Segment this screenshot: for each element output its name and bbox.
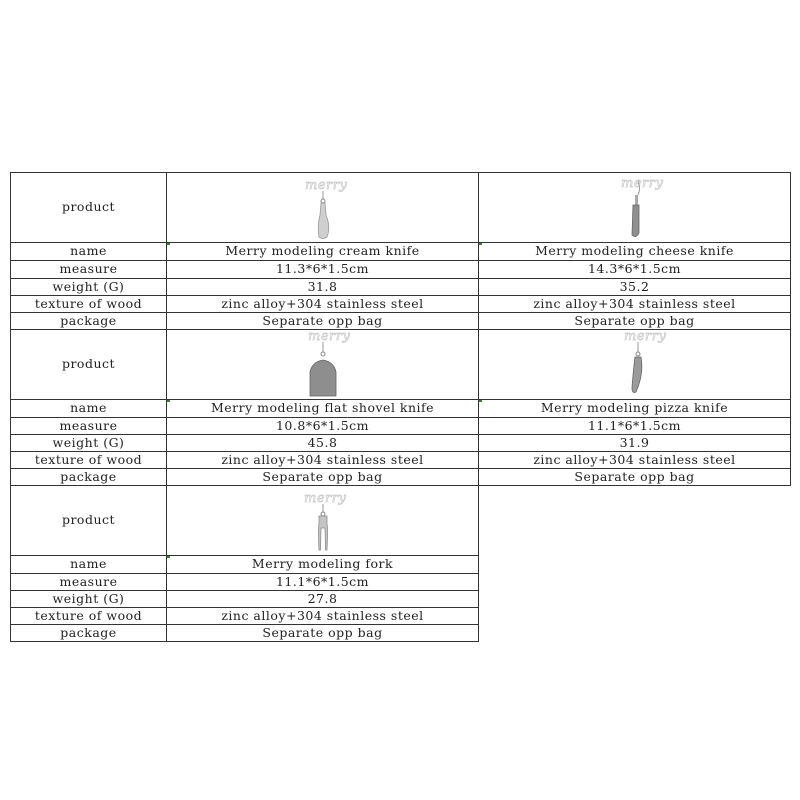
product-texture: zinc alloy+304 stainless steel [478, 451, 791, 469]
product-weight: 31.9 [478, 434, 791, 452]
texture-label: texture of wood [10, 295, 167, 313]
weight-label: weight (G) [10, 278, 167, 296]
name-label: name [10, 242, 167, 261]
product-name: Merry modeling flat shovel knife [166, 399, 479, 418]
product-name: Merry modeling cheese knife [478, 242, 791, 261]
measure-label: measure [10, 260, 167, 279]
merry-logo: merry [304, 178, 347, 193]
product-texture: zinc alloy+304 stainless steel [166, 295, 479, 313]
product-measure: 10.8*6*1.5cm [166, 417, 479, 435]
fork-icon [288, 488, 358, 554]
product-measure: 14.3*6*1.5cm [478, 260, 791, 279]
measure-label: measure [10, 573, 167, 591]
pizza-knife-icon [600, 330, 670, 400]
merry-logo: merry [623, 330, 666, 344]
product-package: Separate opp bag [166, 312, 479, 330]
texture-label: texture of wood [10, 607, 167, 625]
cream-knife-icon [293, 175, 353, 241]
product-measure: 11.1*6*1.5cm [166, 573, 479, 591]
product-package: Separate opp bag [478, 312, 791, 330]
product-texture: zinc alloy+304 stainless steel [166, 451, 479, 469]
cheese-knife-icon [605, 175, 665, 241]
product-texture: zinc alloy+304 stainless steel [478, 295, 791, 313]
measure-label: measure [10, 417, 167, 435]
product-label: product [10, 329, 167, 400]
product-name: Merry modeling fork [166, 555, 479, 574]
product-image-fork [166, 485, 479, 556]
product-image-cheese-knife [478, 172, 791, 243]
product-image-flat-shovel-knife [166, 329, 479, 400]
product-weight: 35.2 [478, 278, 791, 296]
merry-logo: merry [620, 176, 663, 191]
product-measure: 11.1*6*1.5cm [478, 417, 791, 435]
weight-label: weight (G) [10, 590, 167, 608]
product-package: Separate opp bag [166, 468, 479, 486]
name-label: name [10, 399, 167, 418]
product-label: product [10, 485, 167, 556]
product-weight: 27.8 [166, 590, 479, 608]
flat-shovel-knife-icon [288, 330, 358, 400]
product-label: product [10, 172, 167, 243]
package-label: package [10, 468, 167, 486]
product-package: Separate opp bag [478, 468, 791, 486]
product-name: Merry modeling cream knife [166, 242, 479, 261]
product-image-cream-knife [166, 172, 479, 243]
product-image-pizza-knife [478, 329, 791, 400]
weight-label: weight (G) [10, 434, 167, 452]
product-texture: zinc alloy+304 stainless steel [166, 607, 479, 625]
package-label: package [10, 624, 167, 642]
texture-label: texture of wood [10, 451, 167, 469]
merry-logo: merry [303, 491, 346, 506]
name-label: name [10, 555, 167, 574]
product-package: Separate opp bag [166, 624, 479, 642]
product-weight: 45.8 [166, 434, 479, 452]
package-label: package [10, 312, 167, 330]
merry-logo: merry [307, 330, 350, 344]
product-name: Merry modeling pizza knife [478, 399, 791, 418]
product-measure: 11.3*6*1.5cm [166, 260, 479, 279]
product-weight: 31.8 [166, 278, 479, 296]
